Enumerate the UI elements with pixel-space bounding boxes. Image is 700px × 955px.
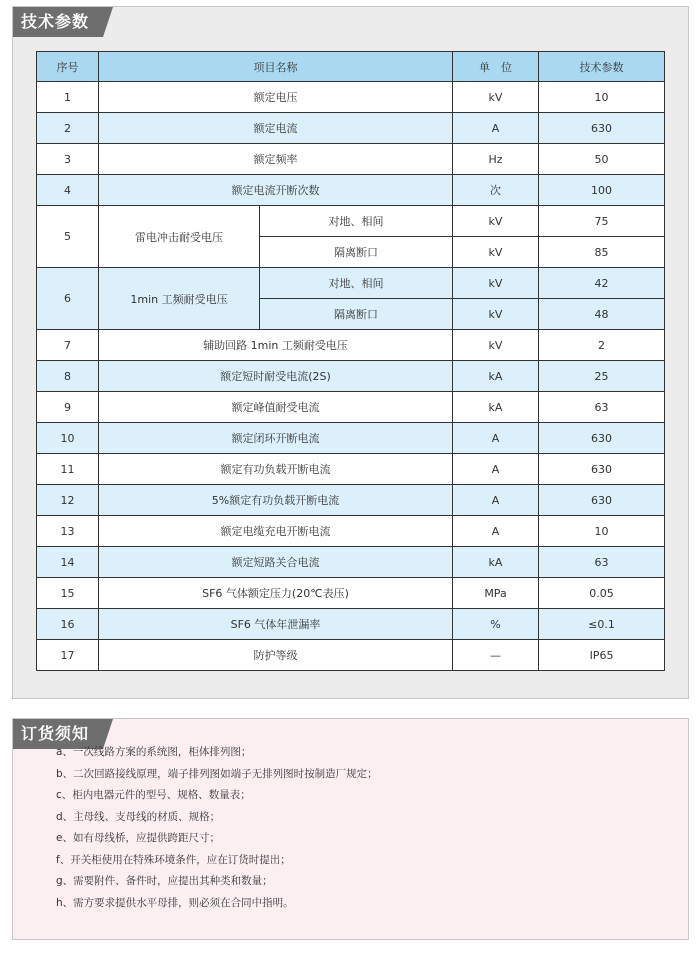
cell-value: 25 xyxy=(539,361,665,392)
list-item: b、二次回路接线原理，端子排列图如端子无排列图时按制造厂规定； xyxy=(56,767,378,780)
cell-value: 10 xyxy=(539,82,665,113)
cell-value: 0.05 xyxy=(539,578,665,609)
cell-unit: kA xyxy=(453,547,539,578)
tech-params-table xyxy=(36,51,665,671)
cell-no: 4 xyxy=(37,175,99,206)
table-row xyxy=(37,175,665,206)
cell-name: 额定电流 xyxy=(99,113,453,144)
cell-value: 63 xyxy=(539,392,665,423)
order-notes-list xyxy=(56,742,378,914)
table-row xyxy=(37,485,665,516)
cell-value: IP65 xyxy=(539,640,665,671)
cell-name: 额定电压 xyxy=(99,82,453,113)
cell-subname: 隔离断口 xyxy=(260,299,453,330)
cell-subname: 隔离断口 xyxy=(260,237,453,268)
cell-no: 12 xyxy=(37,485,99,516)
cell-value: 630 xyxy=(539,454,665,485)
header-item-name: 项目名称 xyxy=(99,52,453,82)
list-item: a、一次线路方案的系统图，柜体排列图； xyxy=(56,746,252,758)
cell-unit: 次 xyxy=(453,175,539,206)
cell-name: 5%额定有功负载开断电流 xyxy=(99,485,453,516)
cell-no: 17 xyxy=(37,640,99,671)
cell-name: 额定短路关合电流 xyxy=(99,547,453,578)
cell-name: 雷电冲击耐受电压 xyxy=(99,206,260,268)
cell-value: 100 xyxy=(539,175,665,206)
cell-name: 额定短时耐受电流(2S) xyxy=(99,361,453,392)
cell-unit: A xyxy=(453,454,539,485)
list-item: g、需要附件、备件时，应提出其种类和数量； xyxy=(56,875,273,887)
cell-value: 50 xyxy=(539,144,665,175)
cell-name: 额定频率 xyxy=(99,144,453,175)
cell-name: 额定峰值耐受电流 xyxy=(99,392,453,423)
list-item: d、主母线、支母线的材质、规格； xyxy=(56,810,221,823)
table-row xyxy=(37,609,665,640)
cell-subname: 对地、相间 xyxy=(260,268,453,299)
cell-value: 48 xyxy=(539,299,665,330)
cell-name: 额定电缆充电开断电流 xyxy=(99,516,453,547)
cell-unit: kA xyxy=(453,361,539,392)
cell-value: 75 xyxy=(539,206,665,237)
table-row xyxy=(37,144,665,175)
cell-name: 额定闭环开断电流 xyxy=(99,423,453,454)
cell-no: 6 xyxy=(37,268,99,330)
cell-no: 5 xyxy=(37,206,99,268)
cell-value: 630 xyxy=(539,113,665,144)
cell-unit: A xyxy=(453,485,539,516)
cell-no: 13 xyxy=(37,516,99,547)
cell-no: 2 xyxy=(37,113,99,144)
cell-unit: kV xyxy=(453,82,539,113)
cell-no: 10 xyxy=(37,423,99,454)
table-row xyxy=(37,268,665,299)
cell-subname: 对地、相间 xyxy=(260,206,453,237)
cell-unit: A xyxy=(453,516,539,547)
cell-name: SF6 气体年泄漏率 xyxy=(99,609,453,640)
table-row xyxy=(37,454,665,485)
cell-unit: kV xyxy=(453,268,539,299)
table-row xyxy=(37,423,665,454)
cell-unit: kA xyxy=(453,392,539,423)
table-row xyxy=(37,206,665,237)
section-title-order-notes: 订货须知 xyxy=(13,719,103,749)
table-row xyxy=(37,640,665,671)
cell-unit: % xyxy=(453,609,539,640)
table-row xyxy=(37,113,665,144)
cell-unit: A xyxy=(453,423,539,454)
cell-unit: MPa xyxy=(453,578,539,609)
table-row xyxy=(37,82,665,113)
cell-unit: A xyxy=(453,113,539,144)
list-item: c、柜内电器元件的型号、规格、数量表； xyxy=(56,789,251,801)
cell-no: 8 xyxy=(37,361,99,392)
cell-name: 额定电流开断次数 xyxy=(99,175,453,206)
header-unit: 单 位 xyxy=(453,52,539,82)
cell-unit: kV xyxy=(453,237,539,268)
cell-no: 14 xyxy=(37,547,99,578)
cell-no: 3 xyxy=(37,144,99,175)
cell-unit: kV xyxy=(453,330,539,361)
cell-unit: — xyxy=(453,640,539,671)
table-row xyxy=(37,547,665,578)
cell-value: 85 xyxy=(539,237,665,268)
cell-no: 9 xyxy=(37,392,99,423)
list-item: h、需方要求提供水平母排，则必须在合同中指明。 xyxy=(56,896,294,909)
table-header-row xyxy=(37,52,665,82)
table-row xyxy=(37,392,665,423)
cell-name: 额定有功负载开断电流 xyxy=(99,454,453,485)
cell-unit: kV xyxy=(453,299,539,330)
cell-unit: kV xyxy=(453,206,539,237)
cell-value: 630 xyxy=(539,423,665,454)
cell-value: ≤0.1 xyxy=(539,609,665,640)
list-item: f、开关柜使用在特殊环境条件，应在订货时提出； xyxy=(56,853,291,866)
cell-value: 63 xyxy=(539,547,665,578)
cell-name: 辅助回路 1min 工频耐受电压 xyxy=(99,330,453,361)
header-no: 序号 xyxy=(37,52,99,82)
cell-no: 7 xyxy=(37,330,99,361)
cell-no: 16 xyxy=(37,609,99,640)
cell-no: 1 xyxy=(37,82,99,113)
table-row xyxy=(37,578,665,609)
cell-unit: Hz xyxy=(453,144,539,175)
table-row xyxy=(37,361,665,392)
cell-value: 630 xyxy=(539,485,665,516)
cell-value: 2 xyxy=(539,330,665,361)
cell-name: 1min 工频耐受电压 xyxy=(99,268,260,330)
table-row xyxy=(37,330,665,361)
cell-name: 防护等级 xyxy=(99,640,453,671)
list-item: e、如有母线桥，应提供跨距尺寸； xyxy=(56,832,220,844)
cell-value: 42 xyxy=(539,268,665,299)
cell-no: 15 xyxy=(37,578,99,609)
cell-value: 10 xyxy=(539,516,665,547)
table-row xyxy=(37,516,665,547)
cell-no: 11 xyxy=(37,454,99,485)
header-value: 技术参数 xyxy=(539,52,665,82)
section-title-tech-params: 技术参数 xyxy=(13,7,103,37)
cell-name: SF6 气体额定压力(20℃表压) xyxy=(99,578,453,609)
